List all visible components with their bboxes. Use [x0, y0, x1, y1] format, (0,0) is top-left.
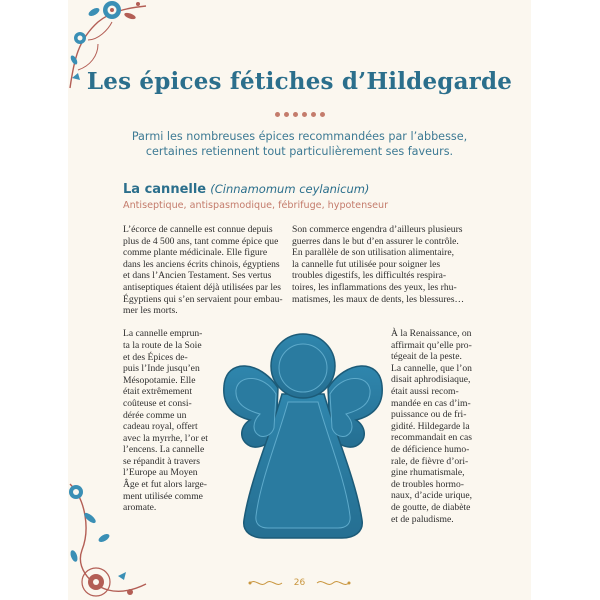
- text-line: était aussi recom-: [391, 385, 459, 397]
- text-line: l’encens. La cannelle: [123, 444, 205, 456]
- page-footer: [68, 574, 531, 592]
- text-line: avec la myrrhe, l’or et: [123, 432, 208, 444]
- text-line: ment utilisée comme: [123, 490, 203, 502]
- text-line: aromate.: [123, 502, 157, 514]
- text-line: toires, les inflammations des yeux, les rhu-: [292, 281, 457, 293]
- text-line: affirmait qu’elle pro-: [391, 339, 472, 351]
- text-line: coûteuse et consi-: [123, 397, 192, 409]
- text-line: Son commerce engendra d’ailleurs plusieurs: [292, 224, 463, 235]
- text-line: tégeait de la peste.: [391, 351, 462, 363]
- text-line: L’écorce de cannelle est connue depuis: [123, 224, 273, 235]
- text-line: dérée comme un: [123, 409, 187, 421]
- page-number: 26: [293, 578, 306, 589]
- text-line: dans les anciens écrits chinois, égyptiens: [123, 258, 280, 270]
- text-line: et des Épices de-: [123, 351, 188, 363]
- text-line: puis l’Inde jusqu’en: [123, 363, 200, 375]
- text-line: antiseptiques étaient déjà utilisées par les: [123, 281, 281, 293]
- text-line: La cannelle, que l’on: [391, 362, 472, 374]
- section-heading: [123, 182, 369, 197]
- text-line: la cannelle fut utilisée pour soigner les: [292, 258, 441, 270]
- text-line: recommandait en cas: [391, 432, 472, 444]
- text-line: ta la route de la Soie: [123, 339, 202, 351]
- title-divider-dots: [68, 104, 531, 122]
- text-line: gine rhumatismale,: [391, 467, 465, 479]
- text-line: À la Renaissance, on: [391, 328, 472, 339]
- intro-text: [68, 129, 531, 159]
- flourish-left-icon: [248, 578, 284, 588]
- text-line: cadeau royal, offert: [123, 421, 198, 433]
- column-right: [292, 224, 484, 305]
- intro-line: Parmi les nombreuses épices recommandées par l’abbesse,: [131, 130, 468, 143]
- text-line: En parallèle de son utilisation alimentaire,: [292, 247, 454, 259]
- intro-line: certaines retiennent tout particulièrement ses faveurs.: [145, 145, 454, 158]
- text-line: Âge et fut alors large-: [123, 479, 208, 491]
- text-line: mer les morts.: [123, 305, 178, 317]
- text-line: et dans l’Ancien Testament. Ses vertus: [123, 270, 272, 282]
- text-line: La cannelle emprun-: [123, 328, 203, 340]
- angel-mold-image: [220, 330, 386, 540]
- text-line: disait aphrodisiaque,: [391, 374, 471, 386]
- text-line: mandée en cas d’im-: [391, 397, 471, 409]
- text-line: était extrêmement: [123, 386, 192, 398]
- text-line: Égyptiens qui s’en servaient pour embau-: [123, 293, 283, 305]
- flourish-right-icon: [315, 578, 351, 588]
- section-name: La cannelle: [123, 182, 207, 197]
- text-line: de déficience humo-: [391, 443, 470, 455]
- page-title: Les épices fétiches d’Hildegarde: [86, 68, 513, 95]
- text-line: guerres dans le but d’en assurer le contrôle.: [292, 235, 459, 247]
- book-page: [68, 0, 531, 600]
- column-right-bottom: [391, 328, 491, 525]
- section-properties: Antiseptique, antispasmodique, fébrifuge, hypotenseur: [123, 200, 389, 211]
- text-line: de troubles hormo-: [391, 478, 465, 490]
- text-line: gidité. Hildegarde la: [391, 420, 470, 432]
- text-line: matismes, les maux de dents, les blessures…: [292, 293, 465, 305]
- text-line: naux, d’acide urique,: [391, 490, 472, 502]
- text-line: plus de 4 500 ans, tant comme épice que: [123, 235, 279, 247]
- text-line: rale, de fièvre d’ori-: [391, 455, 469, 467]
- text-line: puissance ou de fri-: [391, 409, 467, 421]
- text-line: se répandit à travers: [123, 455, 200, 467]
- text-line: et de paludisme.: [391, 513, 454, 525]
- text-line: l’Europe au Moyen: [123, 467, 198, 479]
- text-line: comme plante médicinale. Elle figure: [123, 247, 268, 259]
- text-line: de goutte, de diabète: [391, 501, 471, 513]
- text-line: troubles digestifs, les difficultés respira-: [292, 270, 447, 282]
- text-line: Mésopotamie. Elle: [123, 374, 196, 386]
- section-latin-name: (Cinnamomum ceylanicum): [210, 182, 370, 196]
